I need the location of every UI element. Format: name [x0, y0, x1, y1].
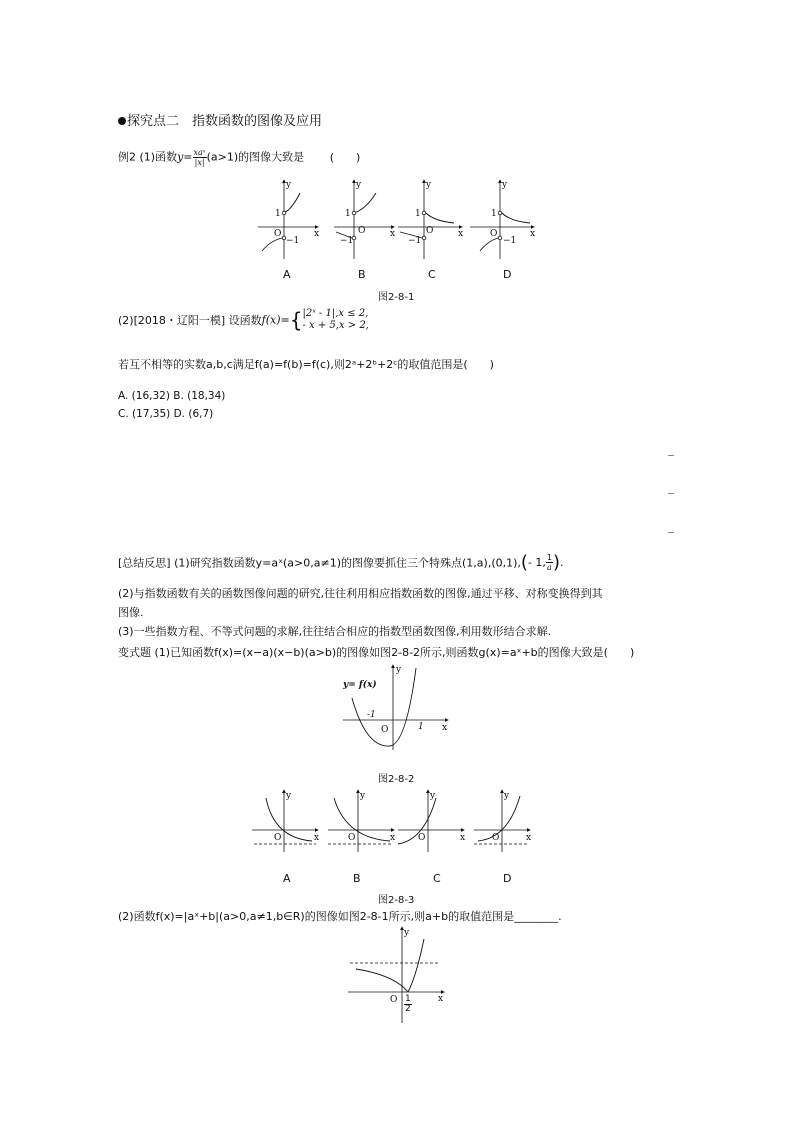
- fig3-caption: 图2-8-3: [378, 895, 415, 906]
- bullet-icon: [118, 117, 126, 125]
- svg-text:x: x: [390, 833, 396, 843]
- fig3-option-b: B: [353, 872, 361, 885]
- fig1-option-c: C: [428, 268, 436, 281]
- part2-choices-row2: C. (17,35) D. (6,7): [118, 408, 214, 420]
- fig1-option-b: B: [358, 268, 366, 281]
- svg-text:y: y: [360, 791, 366, 801]
- svg-text:1: 1: [275, 209, 281, 219]
- part2-question: 若互不相等的实数a,b,c满足f(a)=f(b)=f(c),则2ᵃ+2ᵇ+2ᶜ的取值范围是( ): [118, 358, 494, 371]
- svg-text:x: x: [460, 833, 466, 843]
- fig3-option-d: D: [503, 872, 512, 885]
- fig3-panel-a: [252, 790, 319, 852]
- svg-text:x: x: [458, 229, 464, 239]
- svg-text:O: O: [381, 725, 389, 735]
- svg-text:x: x: [314, 833, 320, 843]
- svg-text:x: x: [526, 833, 532, 843]
- svg-text:O: O: [418, 833, 426, 843]
- svg-text:O: O: [426, 226, 434, 236]
- svg-text:−1: −1: [503, 236, 517, 246]
- fig2-neg-one: -1: [367, 710, 376, 720]
- svg-text:y: y: [396, 665, 402, 675]
- svg-text:x: x: [442, 723, 448, 733]
- svg-text:y: y: [404, 928, 410, 938]
- brace-icon: {: [289, 308, 303, 332]
- fig1-panel-b: [334, 180, 395, 259]
- svg-text:x: x: [390, 229, 396, 239]
- svg-text:y: y: [286, 180, 292, 190]
- fig3-option-a: A: [283, 872, 291, 885]
- fig1-panel-a: [258, 180, 319, 259]
- svg-text:y: y: [430, 791, 436, 801]
- fig1-panel-c: [398, 180, 463, 259]
- example2-part1: 例2 (1)函数y= $\frac{\text{xaˣ}}{|x|}$ (a>1)的图像大致是 ( ): [118, 148, 361, 167]
- summary-line2: (2)与指数函数有关的函数图像问题的研究,往往利用相应指数函数的图像,通过平移、对称变换得到其: [118, 587, 603, 600]
- svg-text:x: x: [438, 994, 444, 1004]
- svg-text:−1: −1: [408, 236, 422, 246]
- fig1-panel-d: [470, 180, 535, 259]
- summary-line3: 图像.: [118, 606, 144, 619]
- figure-2-8-3: [252, 788, 532, 858]
- svg-text:O: O: [274, 229, 282, 239]
- fig3-panel-b: [328, 790, 395, 852]
- variant-line1: 变式题 (1)已知函数f(x)=(x−a)(x−b)(a>b)的图像如图2-8-2所示,则函数g(x)=aˣ+b的图像大致是( ): [118, 646, 635, 659]
- svg-text:x: x: [530, 229, 536, 239]
- svg-text:O: O: [492, 833, 500, 843]
- section-title: 探究点二 指数函数的图像及应用: [118, 110, 322, 129]
- fig1-option-a: A: [283, 268, 291, 281]
- svg-text:1: 1: [491, 209, 497, 219]
- fig4-half: $\frac{1}{2}$: [405, 994, 411, 1014]
- svg-text:O: O: [490, 229, 498, 239]
- fig3-panel-d: [474, 790, 531, 852]
- fig2-func-label: y= f(x): [343, 680, 377, 690]
- fig3-panel-c: [398, 790, 465, 852]
- margin-mark: [668, 455, 674, 456]
- svg-text:O: O: [348, 833, 356, 843]
- part2-choices-row1: A. (16,32) B. (18,34): [118, 390, 226, 402]
- margin-mark: [668, 532, 674, 533]
- svg-text:y: y: [502, 180, 508, 190]
- fig2-caption: 图2-8-2: [378, 774, 415, 785]
- svg-text:O: O: [274, 833, 282, 843]
- summary-line4: (3)一些指数方程、不等式问题的求解,往往结合相应的指数型函数图像,利用数形结合求解.: [118, 625, 552, 638]
- svg-text:O: O: [390, 995, 398, 1005]
- figure-2-8-2: [338, 660, 458, 760]
- svg-text:O: O: [358, 226, 366, 236]
- svg-text:−1: −1: [340, 236, 354, 246]
- fig1-option-d: D: [503, 268, 512, 281]
- svg-text:y: y: [426, 180, 432, 190]
- svg-text:1: 1: [345, 209, 351, 219]
- variant-line2: (2)函数f(x)=|aˣ+b|(a>0,a≠1,b∈R)的图像如图2-8-1所示,则a+b的取值范围是________.: [118, 910, 562, 923]
- svg-text:y: y: [504, 791, 510, 801]
- svg-text:y: y: [356, 180, 362, 190]
- svg-text:x: x: [314, 229, 320, 239]
- figure-variant-2: [346, 925, 456, 1025]
- fig2-one: 1: [418, 722, 424, 732]
- part2-line: (2)[2018・辽阳一模] 设函数f(x)={ |2ˣ - 1|,x ≤ 2, - x + 5,x > 2,: [118, 308, 369, 332]
- margin-mark: [668, 493, 674, 494]
- svg-text:−1: −1: [286, 236, 300, 246]
- fig3-option-c: C: [433, 872, 441, 885]
- svg-text:y: y: [286, 791, 292, 801]
- svg-text:1: 1: [415, 209, 421, 219]
- fig1-caption: 图2-8-1: [378, 292, 415, 303]
- summary-line1: [总结反思] (1)研究指数函数y=aˣ(a>0,a≠1)的图像要抓住三个特殊点(1,a),(0,1),(- 1, $\frac{1}{a}$ ).: [118, 552, 564, 573]
